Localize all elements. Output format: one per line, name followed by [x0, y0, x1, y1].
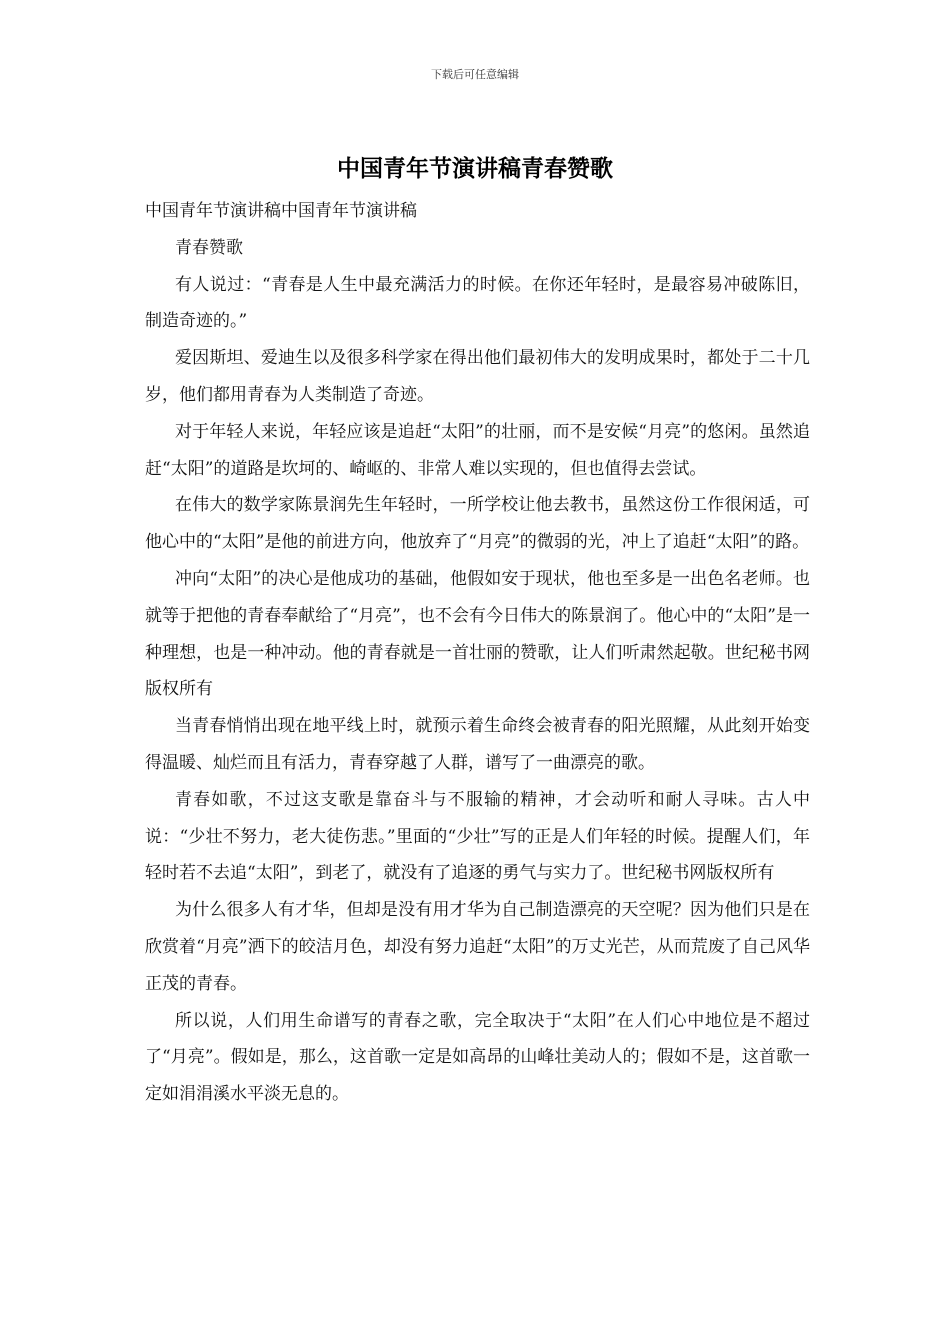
document-body: [145, 193, 810, 1113]
document-title: 中国青年节演讲稿青春赞歌: [337, 155, 613, 182]
paragraph: 在伟大的数学家陈景润先生年轻时，一所学校让他去教书，虽然这份工作很闲适，可他心中的“太阳”是他的前进方向，他放弃了“月亮”的微弱的光，冲上了追赶“太阳”的路。: [145, 495, 810, 553]
paragraph: 有人说过：“青春是人生中最充满活力的时候。在你还年轻时，是最容易冲破陈旧，制造奇迹的。”: [145, 274, 810, 332]
paragraph: 爱因斯坦、爱迪生以及很多科学家在得出他们最初伟大的发明成果时，都处于二十几岁，他们都用青春为人类制造了奇迹。: [145, 348, 810, 405]
header-note: 下载后可任意编辑: [431, 68, 519, 81]
paragraph: 为什么很多人有才华，但却是没有用才华为自己制造漂亮的天空呢？因为他们只是在欣赏着“月亮”洒下的皎洁月色，却没有努力追赶“太阳”的万丈光芒，从而荒废了自己风华正茂的青春。: [145, 900, 810, 994]
paragraph: 对于年轻人来说，年轻应该是追赶“太阳”的壮丽，而不是安候“月亮”的悠闲。虽然追赶“太阳”的道路是坎坷的、崎岖的、非常人难以实现的，但也值得去尝试。: [145, 421, 810, 479]
paragraph-heading-line: 中国青年节演讲稿中国青年节演讲稿: [145, 201, 417, 221]
paragraph: 所以说，人们用生命谱写的青春之歌，完全取决于“太阳”在人们心中地位是不超过了“月亮”。假如是，那么，这首歌一定是如高昂的山峰壮美动人的；假如不是，这首歌一定如涓涓溪水平淡无息的。: [145, 1010, 810, 1105]
paragraph: 当青春悄悄出现在地平线上时，就预示着生命终会被青春的阳光照耀，从此刻开始变得温暖、灿烂而且有活力，青春穿越了人群，谱写了一曲漂亮的歌。: [145, 716, 810, 773]
paragraph-subtitle: 青春赞歌: [175, 237, 243, 258]
paragraph: 冲向“太阳”的决心是他成功的基础，他假如安于现状，他也至多是一出色名老师。也就等于把他的青春奉献给了“月亮”，也不会有今日伟大的陈景润了。他心中的“太阳”是一种理想，也是一种冲动。他的青春就是一首壮丽的赞歌，让人们听肃然起敬。世纪秘书网版权所有: [145, 568, 810, 700]
paragraph: 青春如歌，不过这支歌是靠奋斗与不服输的精神，才会动听和耐人寻味。古人中说：“少壮不努力，老大徒伤悲。”里面的“少壮”写的正是人们年轻的时候。提醒人们，年轻时若不去追“太阳”，到老了，就没有了追逐的勇气与实力了。世纪秘书网版权所有: [145, 789, 810, 884]
